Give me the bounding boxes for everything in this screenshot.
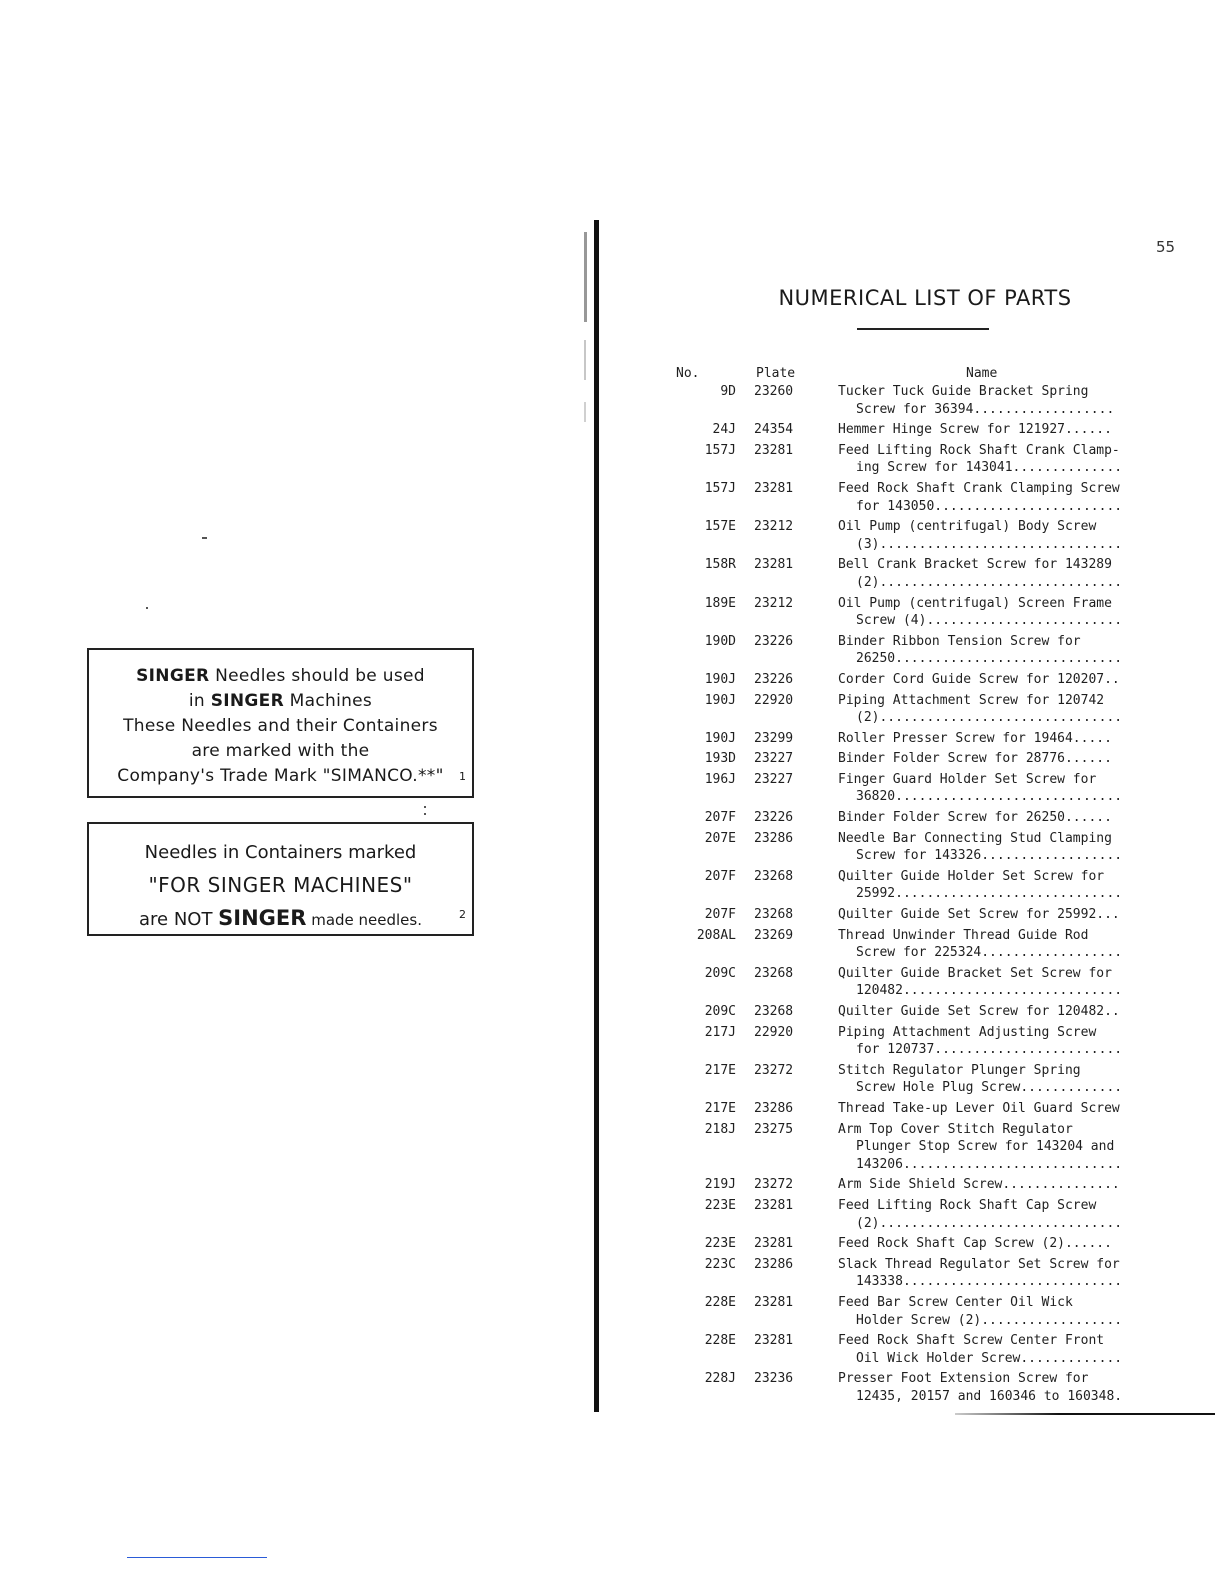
part-name-line: Oil Pump (centrifugal) Body Screw	[838, 519, 1097, 535]
plate-number: 23281	[754, 1236, 794, 1252]
footnote-marker: 2	[459, 908, 466, 921]
part-name-line: Binder Folder Screw for 26250......	[838, 810, 1112, 826]
binding-fragment	[584, 402, 586, 422]
part-name	[838, 1176, 1196, 1194]
part-name-line: Hemmer Hinge Screw for 121927......	[838, 422, 1112, 438]
part-name	[838, 421, 1196, 439]
part-name-line: 143206............................	[856, 1156, 1123, 1172]
parts-row	[676, 1197, 1196, 1232]
plate-number: 24354	[754, 422, 794, 438]
part-name	[838, 750, 1196, 768]
parts-row	[676, 1024, 1196, 1059]
plate-number: 23236	[754, 1371, 794, 1387]
part-number: 9D	[720, 384, 736, 399]
part-name	[838, 480, 1196, 515]
part-number: 223E	[704, 1197, 736, 1213]
plate-number: 23212	[754, 595, 794, 611]
brand-name: SINGER	[218, 906, 307, 930]
part-number: 228E	[704, 1294, 736, 1310]
part-name	[838, 1256, 1196, 1291]
plate-number: 23281	[754, 442, 794, 458]
part-name-line: Feed Bar Screw Center Oil Wick	[838, 1294, 1073, 1310]
plate-number: 23281	[754, 1294, 794, 1310]
part-number: 228J	[704, 1371, 736, 1387]
part-name-line: Arm Side Shield Screw...............	[838, 1177, 1120, 1193]
part-number: 190J	[704, 692, 736, 708]
parts-row	[676, 771, 1196, 806]
part-number: 157J	[704, 480, 736, 496]
notice-text: are NOT	[138, 909, 219, 930]
part-name-line: 143338............................	[856, 1274, 1123, 1290]
part-name	[838, 1003, 1196, 1021]
column-header-name: Name	[966, 366, 998, 381]
part-name-line: Screw for 225324..................	[856, 945, 1123, 961]
plate-number: 23286	[754, 1100, 794, 1116]
notice-text: in	[188, 691, 211, 711]
notice-text: are marked with the	[191, 741, 370, 761]
part-number: 196J	[704, 771, 736, 787]
part-number: 207F	[704, 907, 736, 923]
footnote-marker: 1	[459, 770, 466, 783]
parts-row	[676, 1003, 1196, 1021]
part-number: 207E	[704, 830, 736, 846]
part-number: 158R	[704, 557, 736, 573]
parts-row	[676, 556, 1196, 591]
part-name	[838, 927, 1196, 962]
parts-row	[676, 750, 1196, 768]
part-number: 218J	[704, 1121, 736, 1137]
parts-row	[676, 1176, 1196, 1194]
parts-row	[676, 906, 1196, 924]
plate-number: 23275	[754, 1121, 794, 1137]
plate-number: 23281	[754, 557, 794, 573]
notice-line	[89, 664, 472, 689]
plate-number: 23260	[754, 384, 794, 399]
part-name-line: Slack Thread Regulator Set Screw for	[838, 1256, 1120, 1272]
part-name	[838, 868, 1196, 903]
brand-name: SINGER	[136, 666, 210, 686]
plate-number: 23227	[754, 771, 794, 787]
page-binding	[594, 220, 599, 1412]
notice-line: Needles in Containers marked	[144, 842, 417, 863]
part-name-line: Feed Rock Shaft Crank Clamping Screw	[838, 480, 1120, 496]
part-name	[838, 692, 1196, 727]
plate-number: 22920	[754, 1024, 794, 1040]
part-name-line: Plunger Stop Screw for 143204 and	[856, 1139, 1115, 1155]
part-name-line: Oil Wick Holder Screw.............	[856, 1350, 1123, 1366]
part-name-line: Screw for 143326..................	[856, 848, 1123, 864]
plate-number: 23299	[754, 730, 794, 746]
part-name	[838, 771, 1196, 806]
part-number: 217J	[704, 1024, 736, 1040]
part-name	[838, 1332, 1196, 1367]
part-name-line: for 143050........................	[856, 498, 1123, 514]
part-number: 207F	[704, 868, 736, 884]
part-number: 189E	[704, 595, 736, 611]
brand-name: SINGER	[210, 691, 284, 711]
parts-row	[676, 633, 1196, 668]
part-number: 217E	[704, 1062, 736, 1078]
part-number: 217E	[704, 1100, 736, 1116]
part-name-line: (2)...............................	[856, 574, 1123, 590]
parts-row	[676, 1256, 1196, 1291]
part-name-line: for 120737........................	[856, 1042, 1123, 1058]
part-name-line: Needle Bar Connecting Stud Clamping	[838, 830, 1112, 846]
parts-row	[676, 692, 1196, 727]
part-name-line: Stitch Regulator Plunger Spring	[838, 1062, 1081, 1078]
part-name	[838, 633, 1196, 668]
parts-row	[676, 595, 1196, 630]
parts-row	[676, 730, 1196, 748]
notice-line	[89, 902, 472, 937]
plate-number: 23268	[754, 907, 794, 923]
bottom-rule	[955, 1413, 1215, 1415]
binding-fragment	[584, 232, 587, 322]
notice-line	[89, 714, 472, 739]
part-name-line: Binder Ribbon Tension Screw for	[838, 633, 1081, 649]
notice-line	[89, 739, 472, 764]
parts-row	[676, 480, 1196, 515]
plate-number: 23212	[754, 519, 794, 535]
plate-number: 23268	[754, 868, 794, 884]
part-name	[838, 906, 1196, 924]
parts-list	[676, 366, 1196, 1408]
part-name	[838, 1370, 1196, 1405]
scan-speck	[146, 607, 148, 609]
part-name	[838, 965, 1196, 1000]
part-name	[838, 671, 1196, 689]
parts-row	[676, 1062, 1196, 1097]
part-name-line: Oil Pump (centrifugal) Screen Frame	[838, 595, 1112, 611]
plate-number: 23226	[754, 810, 794, 826]
part-name-line: (3)...............................	[856, 536, 1123, 552]
page-number: 55	[1156, 238, 1176, 256]
part-name-line: Presser Foot Extension Screw for	[838, 1371, 1089, 1387]
part-name-line: Binder Folder Screw for 28776......	[838, 751, 1112, 767]
part-name-line: Arm Top Cover Stitch Regulator	[838, 1121, 1073, 1137]
plate-number: 23227	[754, 751, 794, 767]
scan-speck	[424, 806, 426, 808]
column-header-plate: Plate	[756, 366, 796, 381]
plate-number: 22920	[754, 692, 794, 708]
part-name-line: Thread Unwinder Thread Guide Rod	[838, 927, 1089, 943]
part-name	[838, 1100, 1196, 1118]
part-name-line: 26250.............................	[856, 651, 1123, 667]
scan-speck	[202, 537, 207, 539]
parts-row	[676, 965, 1196, 1000]
part-name-line: Feed Lifting Rock Shaft Crank Clamp-	[838, 442, 1120, 458]
part-name-line: Thread Take-up Lever Oil Guard Screw	[838, 1100, 1120, 1116]
part-name-line: (2)...............................	[856, 1215, 1123, 1231]
part-number: 208AL	[696, 927, 736, 943]
part-name-line: 12435, 20157 and 160346 to 160348.	[856, 1388, 1123, 1404]
part-name-line: Screw (4).........................	[856, 613, 1123, 629]
part-number: 223C	[704, 1256, 736, 1272]
part-name-line: Feed Rock Shaft Screw Center Front	[838, 1333, 1105, 1349]
column-header-no: No.	[676, 366, 700, 381]
part-number: 24J	[712, 422, 736, 438]
part-name-line: Holder Screw (2)..................	[856, 1312, 1123, 1328]
part-name-line: Quilter Guide Bracket Set Screw for	[838, 965, 1112, 981]
part-name-line: Screw Hole Plug Screw.............	[856, 1080, 1123, 1096]
part-name	[838, 442, 1196, 477]
part-number: 190D	[704, 633, 736, 649]
part-name	[838, 1294, 1196, 1329]
part-number: 193D	[704, 751, 736, 767]
parts-row	[676, 1235, 1196, 1253]
plate-number: 23269	[754, 927, 794, 943]
part-number: 190J	[704, 671, 736, 687]
plate-number: 23286	[754, 830, 794, 846]
part-name-line: Roller Presser Screw for 19464.....	[838, 730, 1112, 746]
plate-number: 23272	[754, 1177, 794, 1193]
part-number: 209C	[704, 965, 736, 981]
part-name-line: Finger Guard Holder Set Screw for	[838, 771, 1097, 787]
parts-row	[676, 809, 1196, 827]
part-name-line: Quilter Guide Set Screw for 25992...	[838, 907, 1120, 923]
notice-line: "FOR SINGER MACHINES"	[148, 873, 413, 897]
plate-number: 23281	[754, 1197, 794, 1213]
notice-box-singer-needles	[87, 648, 474, 798]
part-name	[838, 830, 1196, 865]
part-number: 228E	[704, 1333, 736, 1349]
scan-speck	[424, 813, 426, 815]
parts-row	[676, 868, 1196, 903]
part-name-line: (2)...............................	[856, 710, 1123, 726]
plate-number: 23268	[754, 1004, 794, 1019]
notice-text: These Needles and their Containers	[123, 716, 438, 736]
plate-number: 23272	[754, 1062, 794, 1078]
part-name-line: Tucker Tuck Guide Bracket Spring	[838, 384, 1089, 399]
parts-row	[676, 421, 1196, 439]
parts-list-header	[676, 366, 1196, 383]
parts-row	[676, 1121, 1196, 1174]
part-name	[838, 1121, 1196, 1174]
part-number: 223E	[704, 1236, 736, 1252]
part-number: 190J	[704, 730, 736, 746]
parts-row	[676, 830, 1196, 865]
parts-row	[676, 518, 1196, 553]
part-name	[838, 730, 1196, 748]
part-name-line: Bell Crank Bracket Screw for 143289	[838, 557, 1112, 573]
part-name-line: ing Screw for 143041..............	[856, 460, 1123, 476]
notice-text: made needles.	[306, 911, 422, 929]
parts-row	[676, 1294, 1196, 1329]
plate-number: 23268	[754, 965, 794, 981]
binding-fragment	[584, 340, 586, 380]
parts-row	[676, 383, 1196, 418]
part-name-line: Quilter Guide Holder Set Screw for	[838, 868, 1105, 884]
part-name-line: Piping Attachment Adjusting Screw	[838, 1024, 1097, 1040]
part-name-line: 36820.............................	[856, 789, 1123, 805]
parts-row	[676, 927, 1196, 962]
part-name-line: Screw for 36394..................	[856, 401, 1115, 417]
title-underline	[857, 328, 989, 330]
part-name-line: Quilter Guide Set Screw for 120482..	[838, 1004, 1120, 1019]
notice-text: Needles should be used	[209, 666, 425, 686]
plate-number: 23281	[754, 1333, 794, 1349]
part-name-line: Piping Attachment Screw for 120742	[838, 692, 1105, 708]
notice-line	[89, 689, 472, 714]
plate-number: 23286	[754, 1256, 794, 1272]
part-name-line: Feed Rock Shaft Cap Screw (2)......	[838, 1236, 1112, 1252]
part-name	[838, 383, 1196, 418]
part-name-line: Feed Lifting Rock Shaft Cap Screw	[838, 1197, 1097, 1213]
part-name	[838, 1024, 1196, 1059]
part-name	[838, 518, 1196, 553]
part-name	[838, 556, 1196, 591]
part-number: 219J	[704, 1177, 736, 1193]
parts-row	[676, 1332, 1196, 1367]
part-number: 209C	[704, 1004, 736, 1019]
parts-row	[676, 1370, 1196, 1405]
part-number: 157E	[704, 519, 736, 535]
notice-text: Machines	[283, 691, 373, 711]
notice-text: Company's Trade Mark "SIMANCO.**"	[117, 766, 444, 786]
plate-number: 23281	[754, 480, 794, 496]
part-name-line: 25992.............................	[856, 886, 1123, 902]
parts-row	[676, 1100, 1196, 1118]
part-name	[838, 595, 1196, 630]
notice-line	[89, 764, 472, 789]
part-number: 207F	[704, 810, 736, 826]
part-name-line: 120482............................	[856, 983, 1123, 999]
plate-number: 23226	[754, 633, 794, 649]
page-title: NUMERICAL LIST OF PARTS	[778, 286, 1072, 310]
part-number: 157J	[704, 442, 736, 458]
part-name	[838, 1235, 1196, 1253]
parts-row	[676, 442, 1196, 477]
notice-box-for-singer-machines	[87, 822, 474, 936]
part-name-line: Corder Cord Guide Screw for 120207..	[838, 671, 1120, 687]
parts-row	[676, 671, 1196, 689]
plate-number: 23226	[754, 671, 794, 687]
bottom-link-underline	[127, 1557, 267, 1558]
part-name	[838, 1062, 1196, 1097]
part-name	[838, 809, 1196, 827]
part-name	[838, 1197, 1196, 1232]
